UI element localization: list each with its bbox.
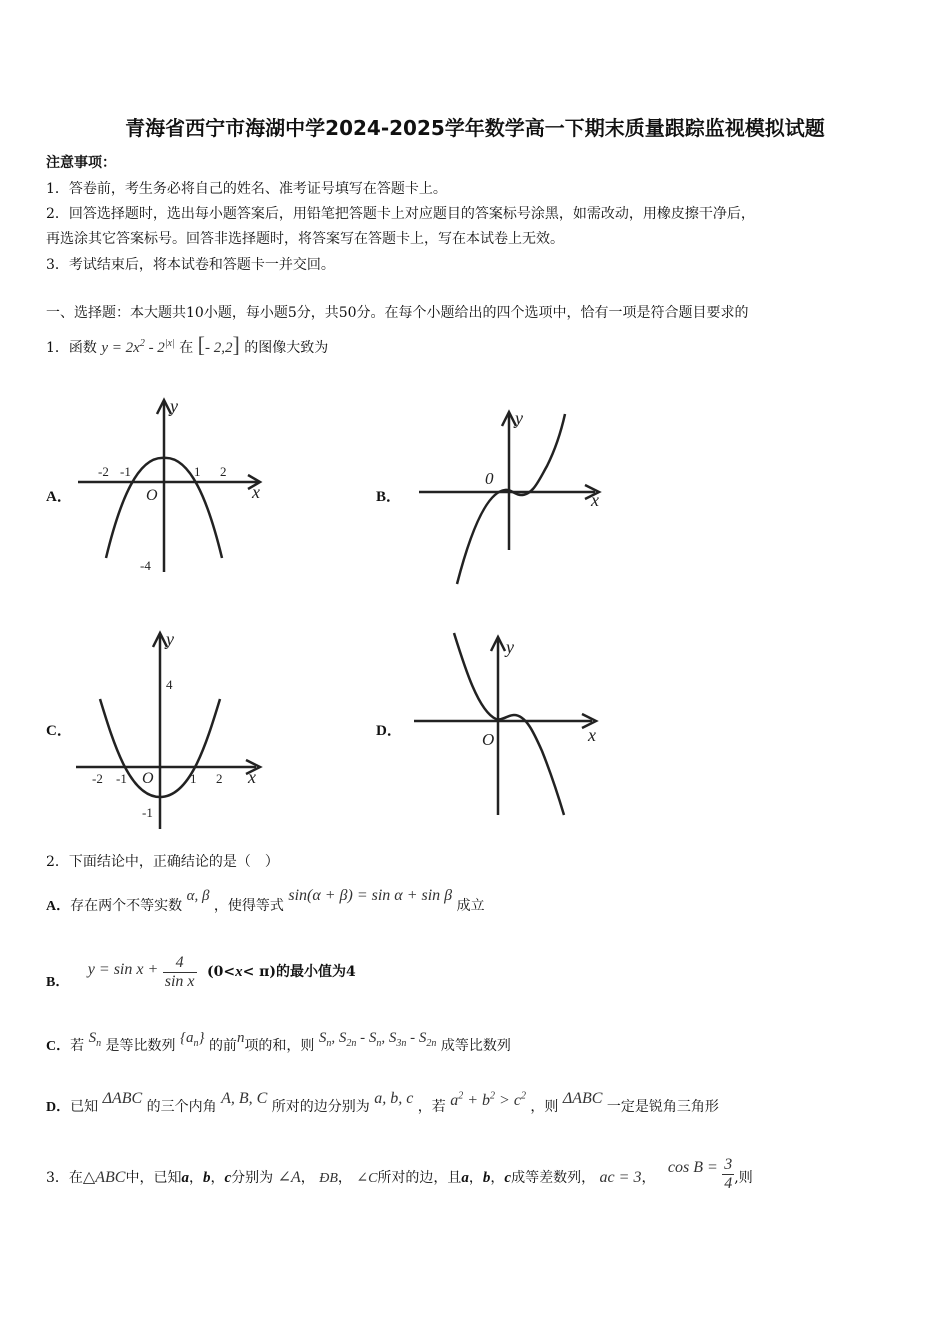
q2-option-c: C．若 $S_n$ 是等比数列 $\{a_n\}$ 的前n项的和，则 $S_n$, $S_{2n} - S_n$, $S_{3n} - S_{2n}$ 成等比数列 <box>46 1030 511 1054</box>
graph-c-y-label: y <box>166 629 174 649</box>
graph-c <box>70 625 280 835</box>
q1-mid: 在 <box>179 340 194 356</box>
q1-function: $y = 2x^2 - 2^{|x|}$ <box>101 338 175 356</box>
graph-b-y-label: y <box>515 408 523 428</box>
graph-b-origin: 0 <box>485 469 494 488</box>
question-1: 1．函数 $y = 2x^2 - 2^{|x|}$ 在 [- 2,2] 的图像大致为 <box>46 332 329 357</box>
graph-c-tick-4: 4 <box>166 677 173 692</box>
graph-a-tick-2: 2 <box>220 464 227 479</box>
q1-option-a-label: A． <box>46 489 72 505</box>
graph-d <box>410 625 610 820</box>
graph-a-tick-1: 1 <box>194 464 201 479</box>
graph-b-x-label: x <box>591 490 599 510</box>
graph-d-x-label: x <box>588 725 596 745</box>
graph-a-tick-neg4: -4 <box>140 558 151 573</box>
section-heading: 一、选择题：本大题共10小题，每小题5分，共50分。在每个小题给出的四个选项中，恰有一项是符合题目要求的 <box>46 305 749 321</box>
notice-item-1: 1．答卷前，考生务必将自己的姓名、准考证号填写在答题卡上。 <box>46 181 447 197</box>
graph-a-origin: O <box>146 487 158 504</box>
graph-a-tick-neg1: -1 <box>120 464 131 479</box>
notice-heading: 注意事项： <box>46 155 116 171</box>
graph-c-tick-neg2: -2 <box>92 771 103 786</box>
graph-b <box>415 400 615 590</box>
graph-c-tick-2: 2 <box>216 771 223 786</box>
graph-c-x-label: x <box>248 767 256 787</box>
graph-c-tick-neg1-y: -1 <box>142 805 153 820</box>
q2-option-b: B． y = sin x + $\frac{4}{\text{sin x}}$ (0<x< π)的最小值为4 <box>46 954 356 991</box>
graph-c-tick-neg1: -1 <box>116 771 127 786</box>
notice-item-2: 2．回答选择题时，选出每小题答案后，用铅笔把答题卡上对应题目的答案标号涂黑，如需改动，用橡皮擦干净后， <box>46 206 755 222</box>
q1-option-b-label: B． <box>376 489 402 505</box>
page-title: 青海省西宁市海湖中学2024-2025学年数学高一下期末质量跟踪监视模拟试题 <box>125 116 825 140</box>
q1-option-d-label: D． <box>376 723 402 739</box>
graph-d-y-label: y <box>506 637 514 657</box>
notice-item-2-cont: 再选涂其它答案标号。回答非选择题时，将答案写在答题卡上，写在本试卷上无效。 <box>46 231 564 247</box>
graph-a-y-label: y <box>170 396 178 416</box>
graph-c-tick-1: 1 <box>190 771 197 786</box>
graph-b-curve <box>457 414 565 584</box>
q1-interval: - 2,2 <box>204 340 233 356</box>
graph-d-origin: O <box>482 730 495 749</box>
question-2: 2．下面结论中，正确结论的是（ ） <box>46 854 279 870</box>
graph-d-curve <box>454 633 564 815</box>
graph-a <box>70 390 280 580</box>
q2-option-a: A．存在两个不等实数 α, β ，使得等式 sin(α + β) = sin α + sin β 成立 <box>46 887 485 914</box>
question-3: 3．在△ABC中，已知a，b，c分别为 ∠A， ÐB， ∠C所对的边，且a，b，c成等差数列， ac = 3， cos B = $\frac{3}{4}$ ,则 <box>46 1156 753 1192</box>
graph-a-tick-neg2: -2 <box>98 464 109 479</box>
q1-option-c-label: C． <box>46 723 72 739</box>
q1-suffix: 的图像大致为 <box>244 340 329 356</box>
q1-prefix: 1．函数 <box>46 340 97 356</box>
graph-c-origin: O <box>142 770 154 787</box>
q2-option-d: D．已知 ΔABC 的三个内角 A, B, C 所对的边分别为 a, b, c ，若 $a^2 + b^2 > c^2$ ，则 ΔABC 一定是锐角三角形 <box>46 1090 719 1115</box>
graph-a-x-label: x <box>252 482 260 502</box>
notice-item-3: 3．考试结束后，将本试卷和答题卡一并交回。 <box>46 257 335 273</box>
